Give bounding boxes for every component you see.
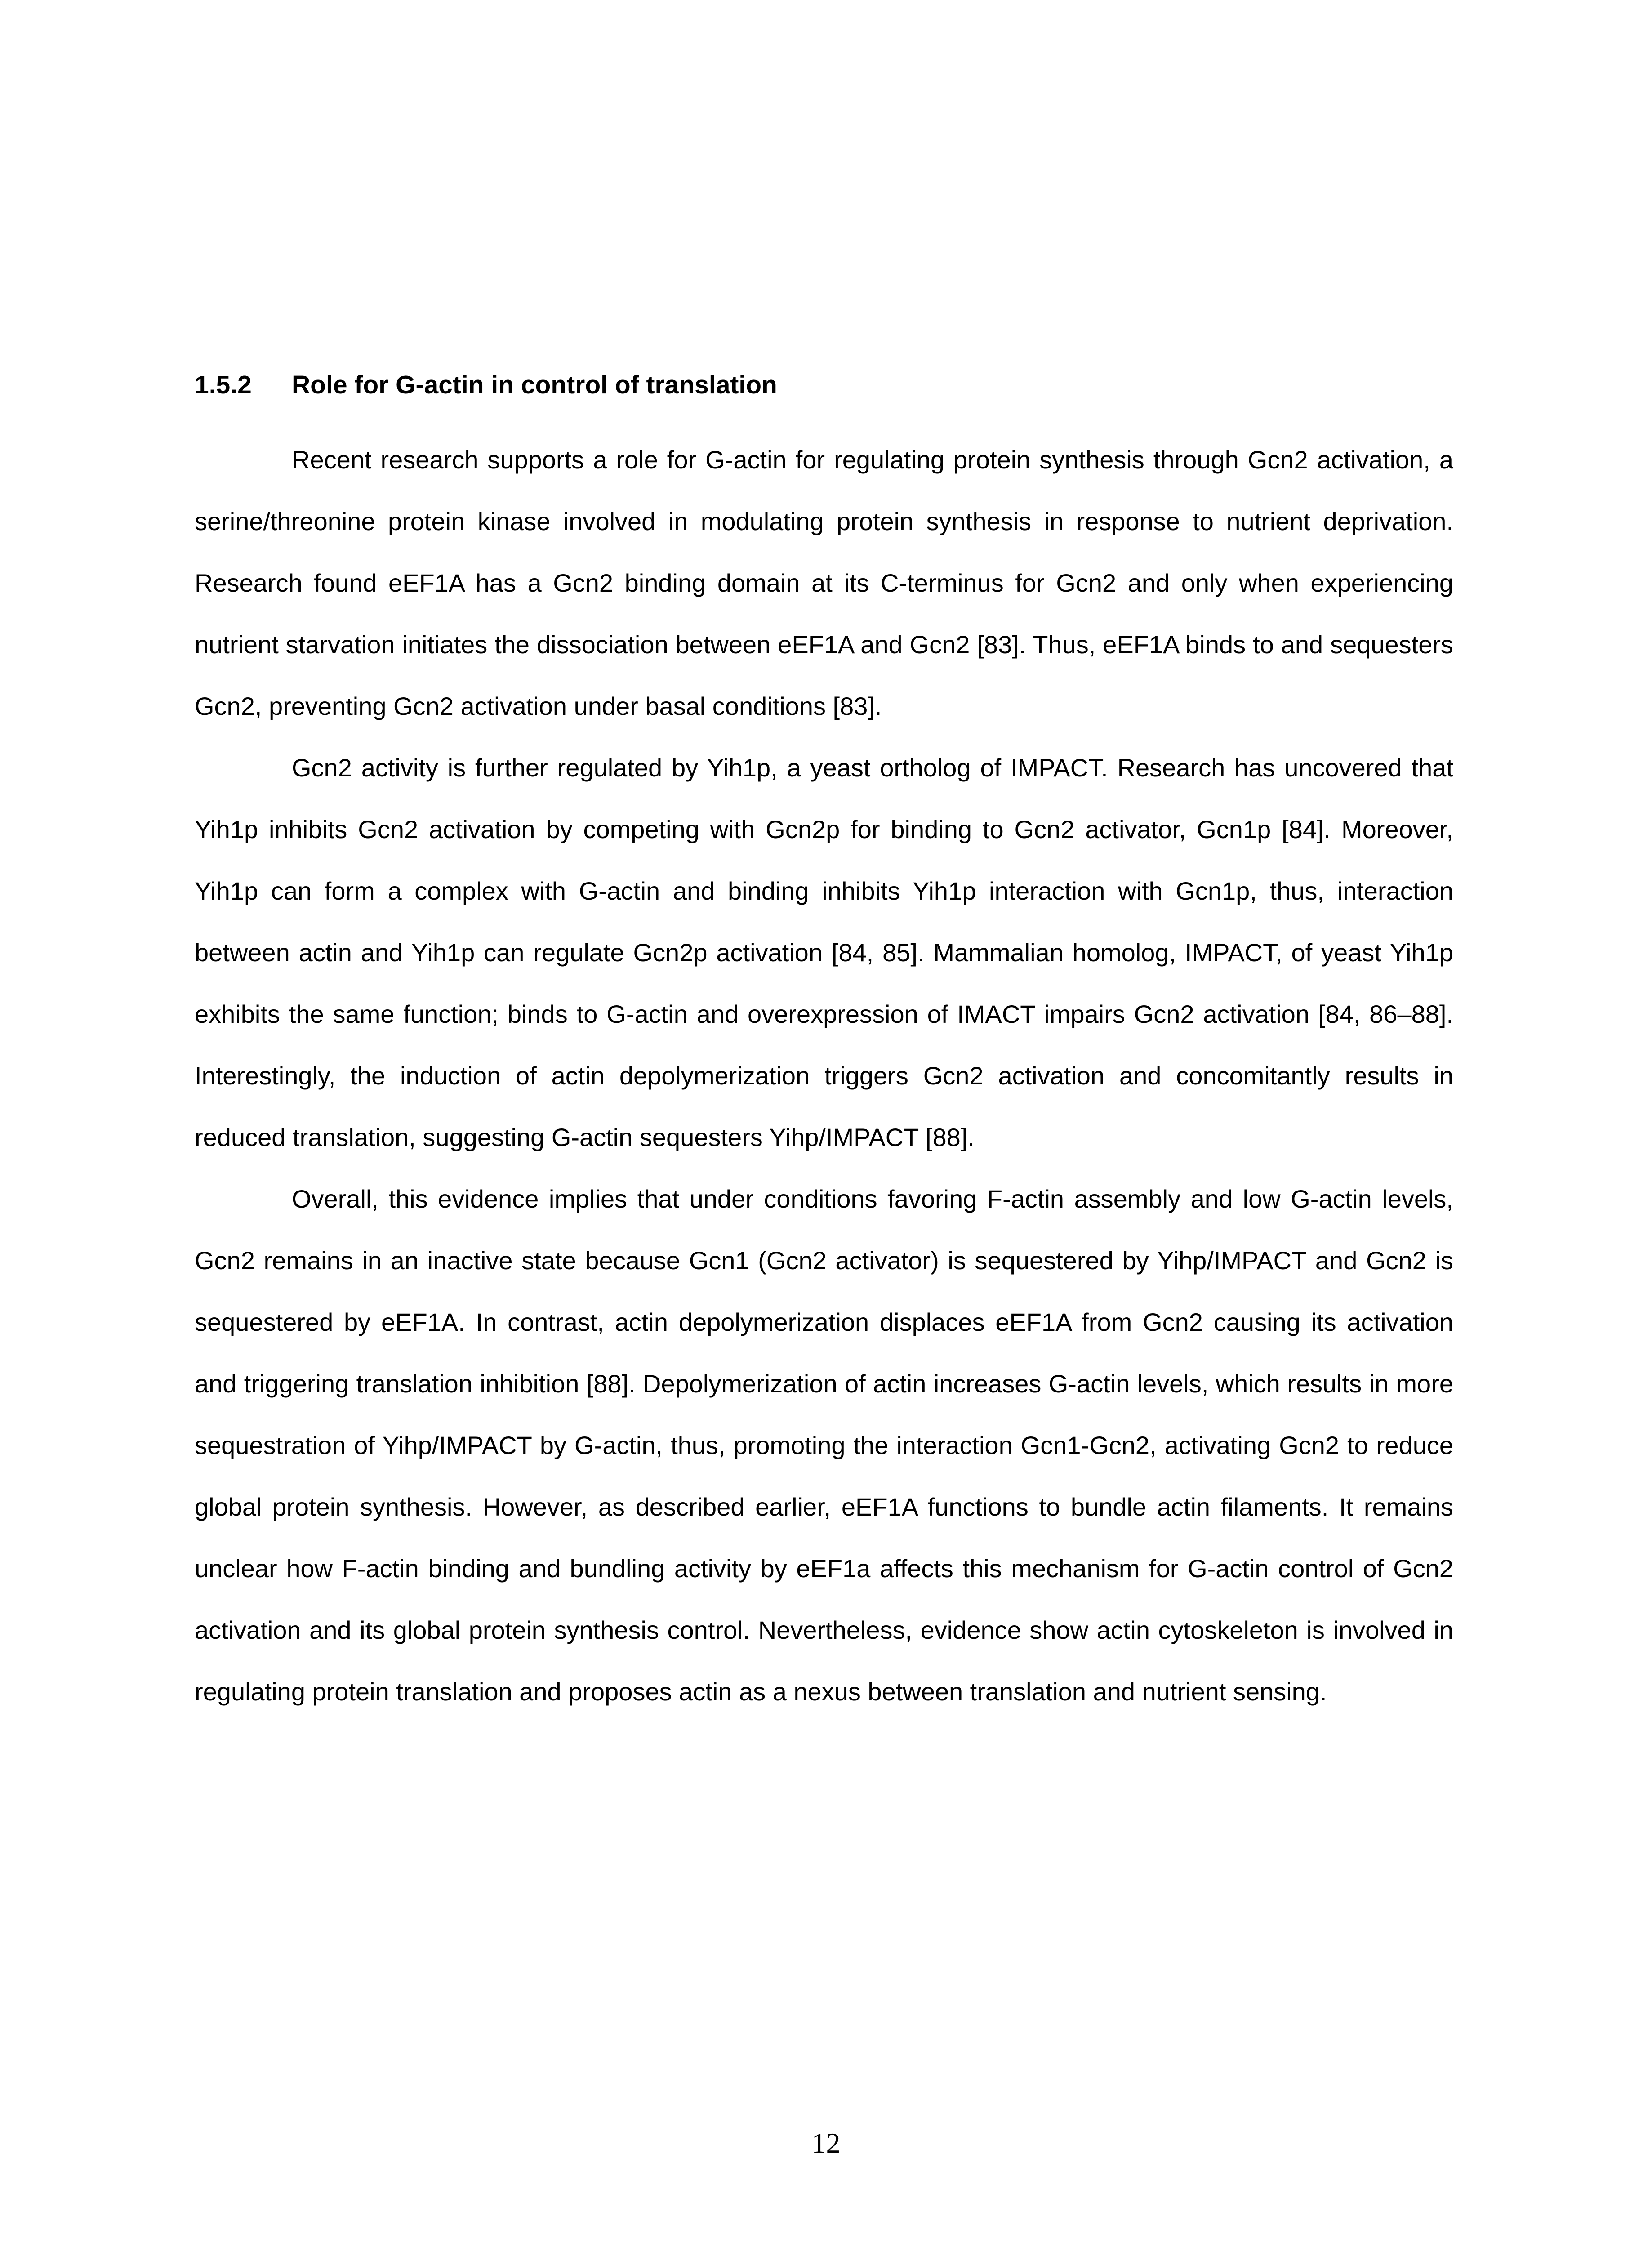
page-content xyxy=(195,362,1453,1722)
section-title: Role for G-actin in control of translation xyxy=(292,370,777,399)
body-paragraph-2: Gcn2 activity is further regulated by Yih1p, a yeast ortholog of IMPACT. Research has uncovered that Yih1p inhibits Gcn2 activation by competing with Gcn2p for binding to Gcn2 activator, Gcn1p [84]. Moreover, Yih1p can form a complex with G-actin and binding inhibits Yih1p interaction with Gcn1p, thus, interaction between actin and Yih1p can regulate Gcn2p activation [84, 85]. Mammalian homolog, IMPACT, of yeast Yih1p exhibits the same function; binds to G-actin and overexpression of IMACT impairs Gcn2 activation [84, 86–88]. Interestingly, the induction of actin depolymerization triggers Gcn2 activation and concomitantly results in reduced translation, suggesting G-actin sequesters Yihp/IMPACT [88]. xyxy=(195,754,1453,1151)
body-paragraph-3: Overall, this evidence implies that under conditions favoring F-actin assembly and low G-actin levels, Gcn2 remains in an inactive state because Gcn1 (Gcn2 activator) is sequestered by Yihp/IMPACT and Gcn2 is sequestered by eEF1A. In contrast, actin depolymerization displaces eEF1A from Gcn2 causing its activation and triggering translation inhibition [88]. Depolymerization of actin increases G-actin levels, which results in more sequestration of Yihp/IMPACT by G-actin, thus, promoting the interaction Gcn1-Gcn2, activating Gcn2 to reduce global protein synthesis. However, as described earlier, eEF1A functions to bundle actin filaments. It remains unclear how F-actin binding and bundling activity by eEF1a affects this mechanism for G-actin control of Gcn2 activation and its global protein synthesis control. Nevertheless, evidence show actin cytoskeleton is involved in regulating protein translation and proposes actin as a nexus between translation and nutrient sensing. xyxy=(195,1185,1453,1706)
body-paragraph-1: Recent research supports a role for G-actin for regulating protein synthesis through Gcn2 activation, a serine/threonine protein kinase involved in modulating protein synthesis in response to nutrient deprivation. Research found eEF1A has a Gcn2 binding domain at its C-terminus for Gcn2 and only when experiencing nutrient starvation initiates the dissociation between eEF1A and Gcn2 [83]. Thus, eEF1A binds to and sequesters Gcn2, preventing Gcn2 activation under basal conditions [83]. xyxy=(195,446,1453,720)
section-heading xyxy=(195,362,1453,407)
page-number: 12 xyxy=(811,2127,841,2159)
section-number: 1.5.2 xyxy=(195,370,252,399)
